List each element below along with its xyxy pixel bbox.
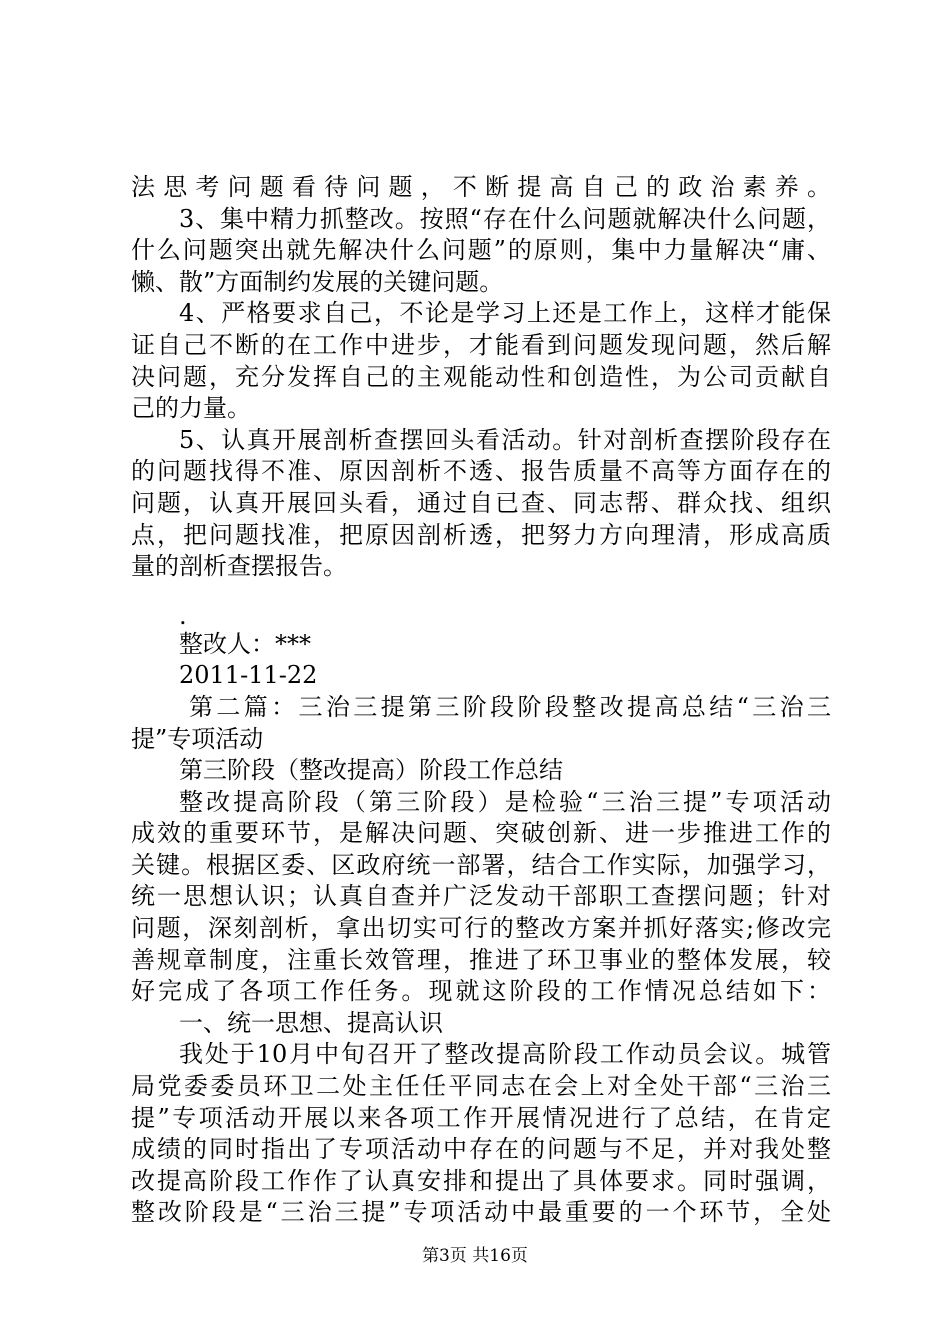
paragraph-line: 成绩的同时指出了专项活动中存在的问题与不足，并对我处整 [131,1135,831,1164]
paragraph-line: 5、认真开展剖析查摆回头看活动。针对剖析查摆阶段存在 [179,425,831,454]
paragraph-line: 善规章制度，注重长效管理，推进了环卫事业的整体发展，较 [131,945,831,974]
signature-date: 2011-11-22 [179,661,318,690]
paragraph-line: 的问题找得不准、原因剖析不透、报告质量不高等方面存在的 [131,457,831,486]
paragraph-line: 4、严格要求自己，不论是学习上还是工作上，这样才能保 [179,299,831,328]
paragraph-line: 好完成了各项工作任务。现就这阶段的工作情况总结如下： [131,977,831,1006]
paragraph-line: 关键。根据区委、区政府统一部署，结合工作实际，加强学习， [131,850,831,879]
section-heading-cont: 提”专项活动 [131,724,264,753]
paragraph-line: 什么问题突出就先解决什么问题”的原则，集中力量解决“庸、 [131,236,831,265]
paragraph-line: 证自己不断的在工作中进步，才能看到问题发现问题，然后解 [131,330,831,359]
paragraph-line: 懒、散”方面制约发展的关键问题。 [131,267,504,296]
stray-dot: . [179,601,187,630]
paragraph-line: 量的剖析查摆报告。 [131,552,347,581]
paragraph-line: 点，把问题找准，把原因剖析透，把努力方向理清，形成高质 [131,520,831,549]
paragraph-line: 法思考问题看待问题，不断提高自己的政治素养。 [131,173,831,201]
signature-name: 整改人：*** [179,629,311,658]
paragraph-line: 我处于10月中旬召开了整改提高阶段工作动员会议。城管 [179,1040,831,1069]
paragraph-line: 统一思想认识；认真自查并广泛发动干部职工查摆问题；针对 [131,882,831,911]
paragraph-line: 改提高阶段工作作了认真安排和提出了具体要求。同时强调， [131,1166,831,1195]
subsection-title: 第三阶段（整改提高）阶段工作总结 [179,756,563,785]
paragraph-line: 决问题，充分发挥自己的主观能动性和创造性，为公司贡献自 [131,362,831,391]
spacer [131,583,831,601]
paragraph-line: 整改阶段是“三治三提”专项活动中最重要的一个环节，全处 [131,1198,831,1227]
paragraph-line: 问题，深刻剖析，拿出切实可行的整改方案并抓好落实;修改完 [131,914,831,943]
paragraph-line: 整改提高阶段（第三阶段）是检验“三治三提”专项活动 [179,787,831,816]
paragraph-line: 3、集中精力抓整改。按照“存在什么问题就解决什么问题， [179,204,831,233]
paragraph-line: 成效的重要环节，是解决问题、突破创新、进一步推进工作的 [131,819,831,848]
document-body [131,172,831,1229]
paragraph-line: 己的力量。 [131,394,251,423]
page-number-footer: 第3页 共16页 [422,1246,528,1266]
paragraph-line: 提”专项活动开展以来各项工作开展情况进行了总结，在肯定 [131,1103,831,1132]
paragraph-line: 局党委委员环卫二处主任任平同志在会上对全处干部“三治三 [131,1072,831,1101]
subsection-heading: 一、统一思想、提高认识 [179,1008,443,1037]
paragraph-line: 问题，认真开展回头看，通过自已查、同志帮、群众找、组织 [131,488,831,517]
section-heading: 第二篇：三治三提第三阶段阶段整改提高总结“三治三 [189,692,831,721]
